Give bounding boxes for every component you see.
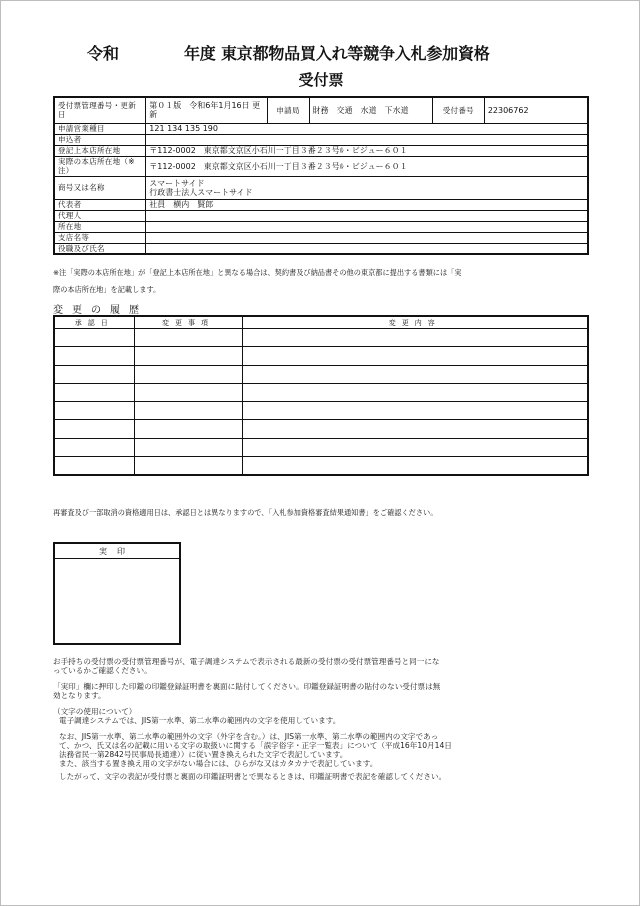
mgmt-value: 第０１版 令和6年1月16日 更新 — [146, 97, 267, 123]
document-subtitle: 受付票 — [298, 71, 344, 89]
header-table — [53, 96, 589, 255]
history-cell — [54, 383, 134, 401]
history-cell — [134, 402, 242, 420]
footer-para-1 — [53, 657, 593, 675]
seal-area — [54, 559, 180, 645]
history-cell — [134, 383, 242, 401]
history-cell — [242, 457, 588, 476]
bureau-label: 申請局 — [267, 97, 309, 123]
history-row — [54, 329, 588, 347]
history-header-row — [54, 316, 588, 329]
history-cell — [54, 457, 134, 476]
history-cell — [54, 402, 134, 420]
footer-para-2 — [53, 682, 593, 700]
footer-p5-line1: なお、JIS第一水準、第二水準の範囲外の文字（外字を含む。）は、JIS第一水準、第二水準の範囲内の文字であっ — [59, 732, 439, 741]
bureau-value: 財務 交通 水道 下水道 — [309, 97, 432, 123]
history-cell — [134, 329, 242, 347]
history-row — [54, 420, 588, 438]
location-label: 所在地 — [54, 221, 146, 232]
receipt-label: 受付番号 — [432, 97, 484, 123]
row-location — [54, 221, 588, 232]
row-actual-address — [54, 156, 588, 176]
footer-p5-line4: また、該当する置き換え用の文字がない場合には、ひらがな又はカタカナで表記しています。 — [59, 759, 378, 768]
history-cell — [242, 347, 588, 365]
history-cell — [134, 438, 242, 456]
footer-p5-line3: 法務省民一第2842号民事局長通達））に従い置き換えられた文字で表記しています。 — [59, 750, 348, 759]
category-label: 申請営業種目 — [54, 123, 146, 134]
reexam-note: 再審査及び一部取消の資格適用日は、承認日とは異なりますので、「入札参加資格審査結果通知書」をご確認ください。 — [53, 508, 438, 517]
receipt-value: 22306762 — [484, 97, 588, 123]
seal-label: 実印 — [54, 543, 180, 559]
history-cell — [242, 438, 588, 456]
footer-p2-line2: 効となります。 — [53, 691, 106, 700]
reg-address-value: 〒112-0002 東京都文京区小石川一丁目３番２３号ﾙ・ビジュー６０１ — [146, 145, 588, 156]
reg-address-label: 登記上本店所在地 — [54, 145, 146, 156]
history-cell — [242, 329, 588, 347]
history-cell — [134, 457, 242, 476]
history-cell — [54, 347, 134, 365]
company-name-value — [146, 176, 588, 199]
footer-p1-line1: お手持ちの受付票の受付票管理番号が、電子調達システムで表示される最新の受付票の受付票管理番号と同一にな — [53, 657, 440, 666]
title-main: 年度 東京都物品買入れ等競争入札参加資格 — [184, 44, 490, 63]
representative-value: 社員 横内 賢郎 — [146, 199, 588, 210]
history-row — [54, 383, 588, 401]
history-row — [54, 347, 588, 365]
title-era: 令和 — [87, 44, 120, 63]
history-cell — [134, 420, 242, 438]
footer-p2-line1: 「実印」欄に押印した印鑑の印鑑登録証明書を裏面に貼付してください。印鑑登録証明書の貼付のない受付票は無 — [53, 682, 441, 691]
representative-label: 代表者 — [54, 199, 146, 210]
company-name-label: 商号又は名称 — [54, 176, 146, 199]
agent-label: 代理人 — [54, 210, 146, 221]
row-agent — [54, 210, 588, 221]
history-row — [54, 402, 588, 420]
footer-para-5 — [53, 732, 593, 768]
branch-label: 支店名等 — [54, 232, 146, 243]
footer-para-4: 電子調達システムでは、JIS第一水準、第二水準の範囲内の文字を使用しています。 — [59, 716, 341, 725]
act-address-value: 〒112-0002 東京都文京区小石川一丁目３番２３号ﾙ・ビジュー６０１ — [146, 156, 588, 176]
company-name-line2: 行政書士法人スマートサイド — [149, 187, 253, 197]
seal-box — [53, 542, 181, 645]
history-cell — [54, 329, 134, 347]
title-name-label: 役職及び氏名 — [54, 243, 146, 254]
history-cell — [242, 420, 588, 438]
row-title-name — [54, 243, 588, 254]
footer-p5-line2: て、かつ、氏又は名の記載に用いる文字の取扱いに関する「誤字俗字・正字一覧表」について（平成16年10月14日 — [59, 741, 452, 750]
history-cell — [242, 365, 588, 383]
applicant-label: 申込者 — [54, 134, 146, 145]
history-cell — [242, 383, 588, 401]
history-cell — [134, 365, 242, 383]
note-line2: 際の本店所在地」を記載します。 — [53, 285, 161, 294]
history-row — [54, 457, 588, 476]
footer-para-6: したがって、文字の表記が受付票と裏面の印鑑証明書とで異なるときは、印鑑証明書で表記を確認してください。 — [59, 772, 447, 781]
footer-para-3: （文字の使用について） — [53, 707, 137, 716]
row-representative — [54, 199, 588, 210]
address-note — [53, 264, 593, 298]
mgmt-label: 受付票管理番号・更新日 — [54, 97, 146, 123]
history-col-approval-date: 承認日 — [54, 316, 134, 329]
history-row — [54, 365, 588, 383]
row-company-name — [54, 176, 588, 199]
history-cell — [54, 365, 134, 383]
footer-p1-line2: っているかご確認ください。 — [53, 666, 152, 675]
row-applicant — [54, 134, 588, 145]
history-col-change-content: 変更内容 — [242, 316, 588, 329]
history-table — [53, 315, 589, 476]
history-row — [54, 438, 588, 456]
row-category — [54, 123, 588, 134]
row-registered-address — [54, 145, 588, 156]
company-name-line1: スマートサイド — [149, 178, 205, 188]
history-section-title: 変更の履歴 — [53, 305, 148, 316]
history-cell — [54, 420, 134, 438]
history-cell — [54, 438, 134, 456]
category-value: 121 134 135 190 — [146, 123, 588, 134]
history-body — [54, 329, 588, 476]
document-title — [1, 41, 640, 65]
history-col-change-item: 変更事項 — [134, 316, 242, 329]
note-line1: ※注「実際の本店所在地」が「登記上本店所在地」と異なる場合は、契約書及び納品書その他の東京都に提出する書類には「実 — [53, 268, 462, 277]
row-branch — [54, 232, 588, 243]
history-cell — [242, 402, 588, 420]
act-address-label: 実際の本店所在地（※注） — [54, 156, 146, 176]
history-cell — [134, 347, 242, 365]
row-management — [54, 97, 588, 123]
